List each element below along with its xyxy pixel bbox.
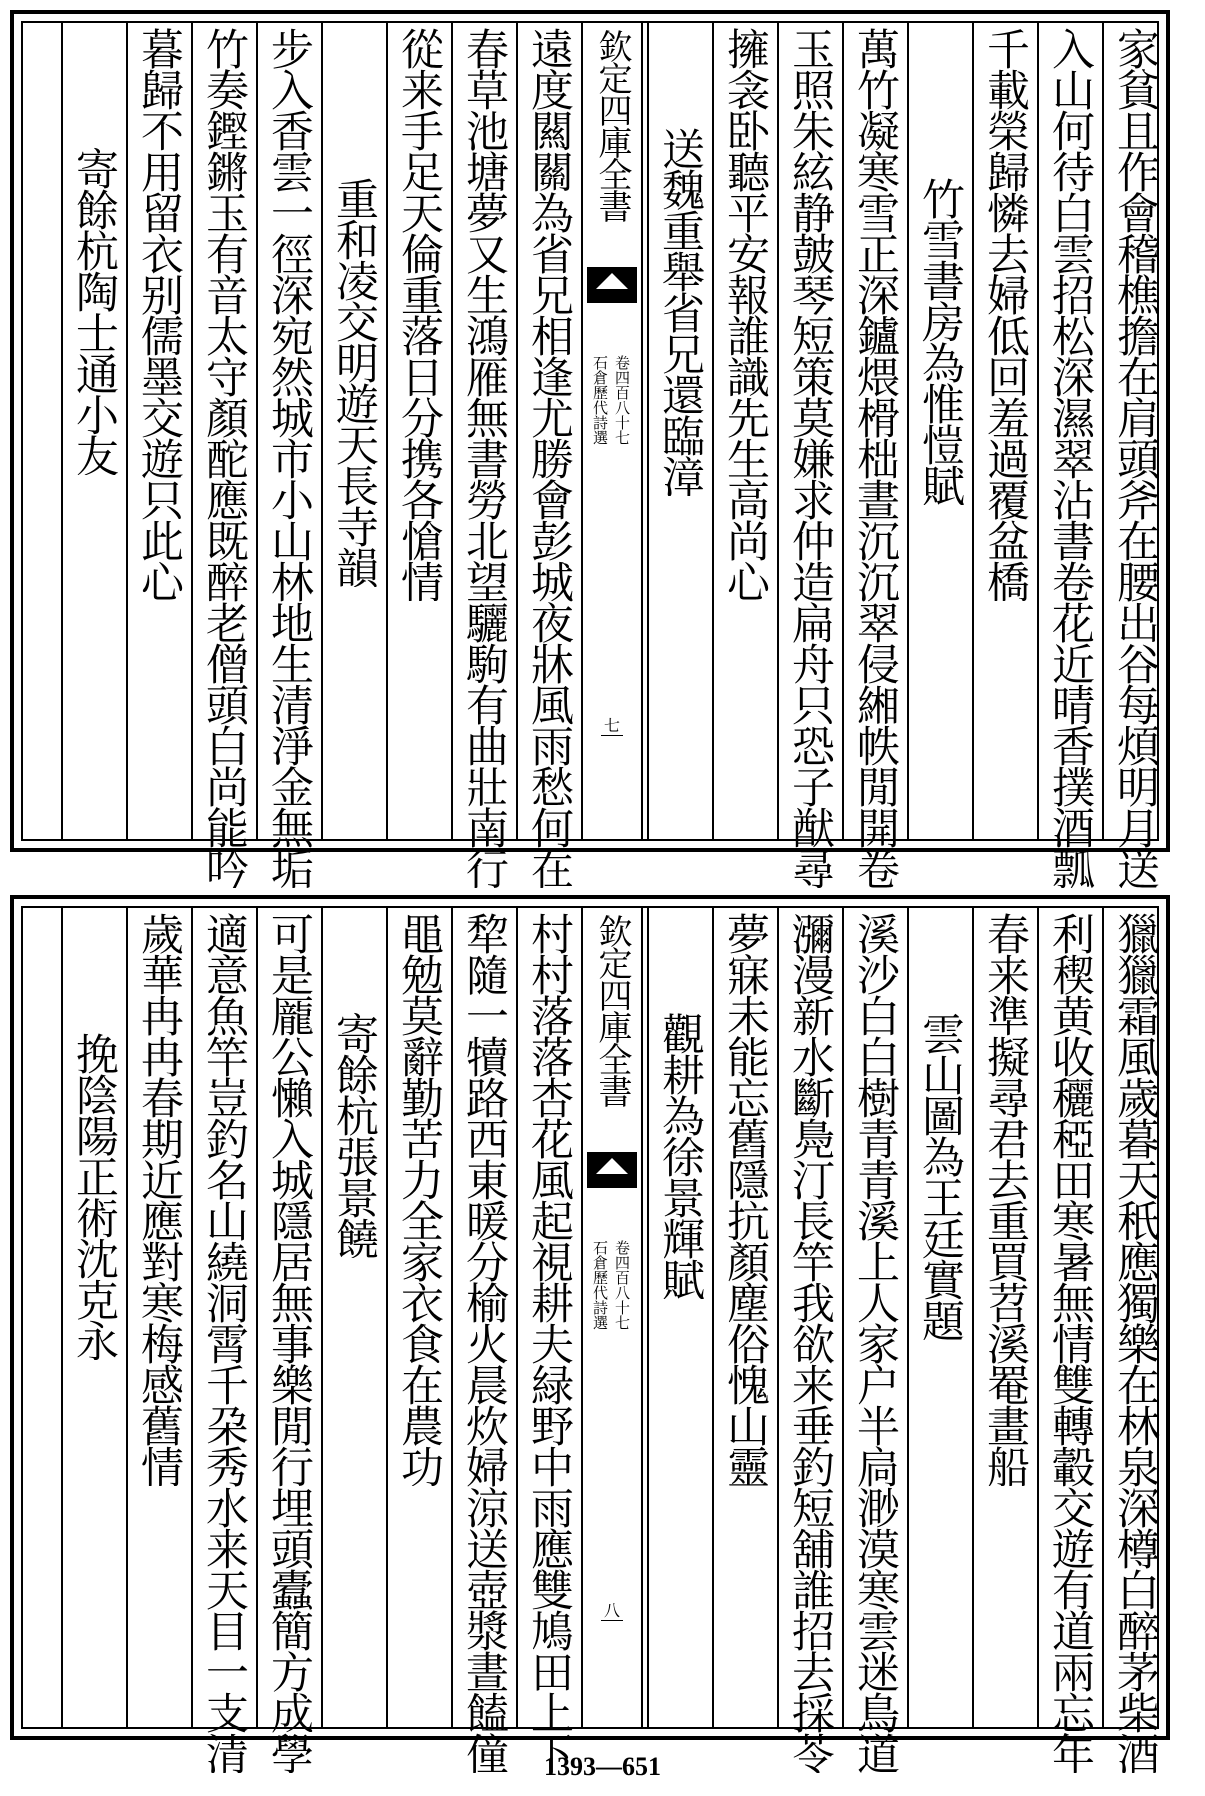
volume-number: 卷四百八十七 <box>613 355 631 445</box>
center-margin <box>581 23 643 839</box>
book-title: 欽定四庫全書 <box>592 914 632 1106</box>
leaf-rule <box>601 735 623 736</box>
poem-title: 觀耕為徐景輝賦 <box>655 1012 705 1299</box>
text-column: 村村落落杏花風起視耕夫緑野中雨應雙鳩田上下 <box>524 912 574 1773</box>
center-margin <box>581 908 643 1727</box>
poem-title: 寄餘杭陶士通小友 <box>69 147 119 475</box>
text-column: 黽勉莫辭勤苦力全家衣食在農功 <box>394 912 444 1486</box>
text-column: 夢寐未能忘舊隱抗顏塵俗愧山靈 <box>720 912 770 1486</box>
text-column: 千載榮歸憐去婦低回羞過覆盆橋 <box>980 27 1030 601</box>
poem-title: 挽陰陽正術沈克永 <box>69 1032 119 1360</box>
book-title: 欽定四庫全書 <box>592 29 632 221</box>
text-column: 擁衾卧聽平安報誰識先生高尚心 <box>720 27 770 601</box>
poem-title: 重和凌交明遊天長寺韻 <box>329 177 379 587</box>
text-column: 玉照朱絃静皷琴短策莫嫌求仲造扁舟只恐子猷尋 <box>785 27 835 888</box>
collection-title: 石倉歷代詩選 <box>591 1240 609 1330</box>
text-column: 入山何待白雲招松深濕翠沾書卷花近晴香撲酒瓢 <box>1045 27 1095 888</box>
leaf-number: 八 <box>603 1601 620 1620</box>
text-column: 犂隨一犢路西東暖分榆火晨炊婦涼送壺漿晝饁僮 <box>459 912 509 1773</box>
collection-title: 石倉歷代詩選 <box>591 355 609 445</box>
top-page-frame <box>21 21 1160 888</box>
text-column: 利稧黄收穲稏田寒暑無情雙轉轂交遊有道兩忘年 <box>1045 912 1095 1773</box>
text-column: 春草池塘夢又生鴻雁無書勞北望驪駒有曲壯南行 <box>459 27 509 888</box>
text-column: 春来準擬尋君去重買苕溪罨畫船 <box>980 912 1030 1486</box>
text-column: 步入香雲一徑深宛然城市小山林地生清淨金無垢 <box>264 27 314 888</box>
poem-title: 寄餘杭張景饒 <box>329 1012 379 1258</box>
poem-title: 送魏重舉省兄還臨漳 <box>655 127 705 496</box>
volume-number: 卷四百八十七 <box>613 1240 631 1330</box>
text-column: 從来手足天倫重落日分携各愴情 <box>394 27 444 601</box>
page-number: 1393—651 <box>544 1752 661 1781</box>
text-column: 獵獵霜風歲暮天秖應獨樂在林泉深樽白醉茅柴酒 <box>1110 912 1160 1773</box>
text-column: 竹奏鏗鏘玉有音太守顏酡應既醉老僧頭白尚能吟 <box>199 27 249 888</box>
fishtail-mark <box>587 1152 637 1188</box>
text-column: 可是龎公懶入城隱居無事樂閒行埋頭蠹簡方成學 <box>264 912 314 1773</box>
poem-title: 竹雪書房為惟愷賦 <box>915 177 965 505</box>
text-column: 適意魚竿豈釣名山繞洞霄千朶秀水来天目一支清 <box>199 912 249 1773</box>
text-column: 歲華冉冉春期近應對寒梅感舊情 <box>134 912 184 1486</box>
text-column: 溪沙白白樹青青溪上人家户半扃渺漠寒雲迷鳥道 <box>850 912 900 1773</box>
text-column: 暮歸不用留衣别儒墨交遊只此心 <box>134 27 184 601</box>
leaf-number: 七 <box>603 716 620 735</box>
text-column: 遠度闗關為省兄相逢尤勝會彭城夜牀風雨愁何在 <box>524 27 574 888</box>
leaf-rule <box>601 1620 623 1621</box>
poem-title: 雲山圖為王廷實題 <box>915 1012 965 1340</box>
fishtail-mark <box>587 267 637 303</box>
text-column: 萬竹凝寒雪正深鑪煨榾柮晝沉沉翠侵緗帙閒開卷 <box>850 27 900 888</box>
text-column: 家貧且作會稽樵擔在肩頭斧在腰出谷每煩明月送 <box>1110 27 1160 888</box>
top-page-panel <box>10 10 1170 888</box>
text-column: 瀰漫新水斷鳧汀長竿我欲来垂釣短舖誰招去採苓 <box>785 912 835 1773</box>
